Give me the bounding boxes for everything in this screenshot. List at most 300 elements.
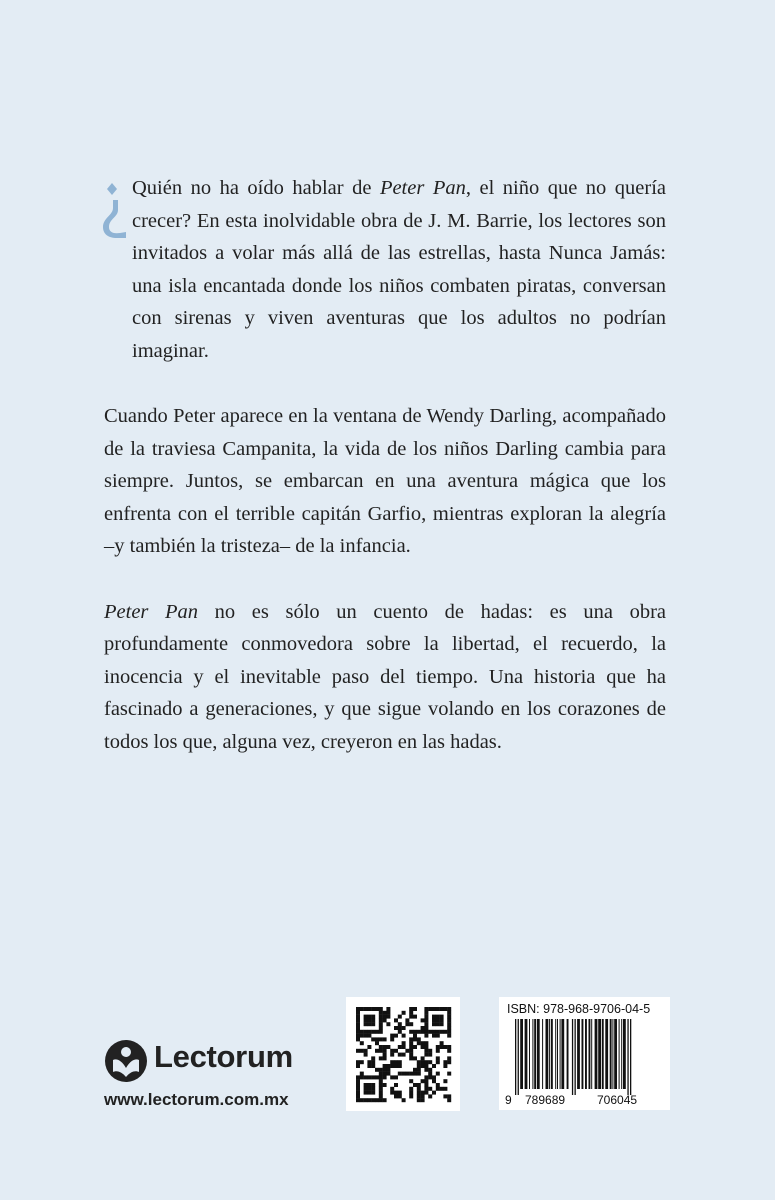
qr-module: [432, 1075, 436, 1079]
qr-module: [424, 1030, 428, 1034]
qr-module: [424, 1022, 428, 1026]
barcode-bar: [621, 1019, 622, 1089]
qr-module: [440, 1007, 444, 1011]
qr-module: [367, 1060, 371, 1064]
qr-module: [447, 1098, 451, 1102]
qr-module: [424, 1034, 428, 1038]
qr-module: [402, 1045, 406, 1049]
qr-module: [375, 1068, 379, 1072]
qr-module: [371, 1015, 375, 1019]
qr-module: [398, 1072, 402, 1076]
qr-module: [398, 1091, 402, 1095]
qr-module: [402, 1026, 406, 1030]
qr-module: [436, 1060, 440, 1064]
qr-module: [371, 1087, 375, 1091]
qr-module: [443, 1064, 447, 1068]
barcode-digit-first: 9: [505, 1093, 512, 1107]
qr-module: [440, 1015, 444, 1019]
qr-module: [424, 1064, 428, 1068]
qr-module: [447, 1007, 451, 1011]
qr-module: [390, 1091, 394, 1095]
qr-module: [394, 1060, 398, 1064]
qr-module: [379, 1018, 383, 1022]
qr-module: [371, 1056, 375, 1060]
barcode-bar: [518, 1019, 519, 1095]
qr-module: [436, 1049, 440, 1053]
qr-module: [394, 1064, 398, 1068]
isbn-barcode: [499, 997, 670, 1110]
qr-module: [413, 1068, 417, 1072]
qr-module: [421, 1026, 425, 1030]
qr-module: [447, 1034, 451, 1038]
qr-module: [409, 1094, 413, 1098]
qr-module: [356, 1022, 360, 1026]
qr-module: [383, 1064, 387, 1068]
qr-module: [371, 1030, 375, 1034]
barcode-bar: [551, 1019, 553, 1089]
qr-module: [379, 1045, 383, 1049]
qr-module: [383, 1056, 387, 1060]
qr-module: [383, 1083, 387, 1087]
qr-module: [367, 1091, 371, 1095]
lectorum-logo-icon: [104, 1039, 148, 1083]
qr-module: [394, 1049, 398, 1053]
qr-module: [367, 1087, 371, 1091]
qr-module: [379, 1056, 383, 1060]
blurb-p1-pre: Quién no ha oído hablar de: [132, 177, 380, 199]
qr-module: [428, 1030, 432, 1034]
qr-module: [428, 1072, 432, 1076]
qr-module: [424, 1060, 428, 1064]
barcode-bar: [575, 1019, 576, 1095]
qr-module: [413, 1056, 417, 1060]
back-cover-blurb: [104, 172, 666, 791]
qr-module: [447, 1026, 451, 1030]
qr-module: [367, 1030, 371, 1034]
qr-module: [356, 1037, 360, 1041]
qr-module: [443, 1045, 447, 1049]
qr-module: [409, 1015, 413, 1019]
qr-module: [386, 1068, 390, 1072]
blurb-p1-post: , el niño que no quería crecer? En esta inolvidable obra de J. M. Barrie, los lectores son invitados a volar más allá de las estrellas, hasta Nunca Jamás: una isla encantada donde los niños combaten piratas, conversan con sirenas y viven aventuras que los adultos no podrían imaginar.: [132, 177, 667, 362]
qr-module: [432, 1091, 436, 1095]
qr-module: [447, 1018, 451, 1022]
qr-module: [356, 1030, 360, 1034]
qr-module: [356, 1011, 360, 1015]
barcode-bar: [630, 1019, 631, 1095]
qr-module: [421, 1064, 425, 1068]
qr-module: [402, 1041, 406, 1045]
qr-module: [402, 1072, 406, 1076]
qr-module: [375, 1037, 379, 1041]
barcode-bar: [529, 1019, 530, 1089]
qr-module: [398, 1053, 402, 1057]
barcode-bar: [572, 1019, 573, 1095]
barcode-bar: [627, 1019, 628, 1095]
qr-module: [424, 1045, 428, 1049]
qr-module: [436, 1018, 440, 1022]
qr-module: [409, 1087, 413, 1091]
barcode-bar: [560, 1019, 561, 1089]
qr-module: [409, 1056, 413, 1060]
blurb-paragraph-1: [104, 172, 666, 367]
barcode-bar: [532, 1019, 533, 1089]
qr-module: [447, 1030, 451, 1034]
qr-module: [413, 1030, 417, 1034]
qr-module: [390, 1087, 394, 1091]
qr-module: [379, 1091, 383, 1095]
qr-module: [379, 1079, 383, 1083]
qr-module: [402, 1034, 406, 1038]
qr-module: [360, 1030, 364, 1034]
qr-module: [428, 1053, 432, 1057]
qr-module: [409, 1022, 413, 1026]
qr-module: [383, 1098, 387, 1102]
qr-module: [386, 1064, 390, 1068]
qr-module: [432, 1018, 436, 1022]
qr-module: [371, 1091, 375, 1095]
qr-module: [364, 1091, 368, 1095]
qr-module: [421, 1018, 425, 1022]
qr-module: [383, 1045, 387, 1049]
barcode-bar: [546, 1019, 549, 1089]
qr-module: [413, 1045, 417, 1049]
qr-module: [398, 1060, 402, 1064]
qr-module: [390, 1060, 394, 1064]
barcode-bar: [555, 1019, 556, 1089]
qr-module: [390, 1064, 394, 1068]
qr-module: [394, 1075, 398, 1079]
qr-module: [375, 1049, 379, 1053]
qr-module: [375, 1030, 379, 1034]
qr-module: [383, 1049, 387, 1053]
qr-module: [447, 1094, 451, 1098]
qr-module: [417, 1091, 421, 1095]
qr-module: [417, 1041, 421, 1045]
qr-module: [356, 1087, 360, 1091]
qr-module: [367, 1015, 371, 1019]
qr-module: [364, 1098, 368, 1102]
qr-module: [386, 1045, 390, 1049]
qr-module: [409, 1007, 413, 1011]
barcode-bar: [561, 1019, 564, 1089]
qr-module: [398, 1030, 402, 1034]
qr-module: [360, 1007, 364, 1011]
qr-module: [421, 1041, 425, 1045]
qr-module: [371, 1064, 375, 1068]
qr-module: [436, 1022, 440, 1026]
qr-module: [447, 1045, 451, 1049]
barcode-bar: [525, 1019, 528, 1089]
blurb-paragraph-3: [104, 596, 666, 759]
qr-module: [364, 1053, 368, 1057]
qr-module: [398, 1026, 402, 1030]
qr-module: [440, 1022, 444, 1026]
qr-module: [394, 1034, 398, 1038]
qr-module: [371, 1060, 375, 1064]
barcode-bar: [585, 1019, 587, 1089]
qr-module: [379, 1094, 383, 1098]
qr-module: [409, 1041, 413, 1045]
qr-module: [375, 1007, 379, 1011]
qr-module: [421, 1030, 425, 1034]
qr-module: [356, 1060, 360, 1064]
qr-module: [356, 1026, 360, 1030]
qr-module: [421, 1079, 425, 1083]
barcode-bar: [614, 1019, 617, 1089]
qr-module: [424, 1053, 428, 1057]
qr-module: [402, 1053, 406, 1057]
qr-module: [432, 1015, 436, 1019]
qr-module: [447, 1015, 451, 1019]
qr-module: [390, 1037, 394, 1041]
qr-module: [440, 1041, 444, 1045]
qr-module: [436, 1034, 440, 1038]
qr-module: [379, 1007, 383, 1011]
qr-module: [424, 1091, 428, 1095]
qr-module: [383, 1053, 387, 1057]
qr-module: [409, 1011, 413, 1015]
qr-module: [417, 1083, 421, 1087]
qr-module: [409, 1079, 413, 1083]
qr-module: [364, 1018, 368, 1022]
qr-module: [379, 1083, 383, 1087]
qr-module: [390, 1049, 394, 1053]
qr-module: [360, 1060, 364, 1064]
qr-module: [428, 1007, 432, 1011]
qr-module: [447, 1022, 451, 1026]
qr-module: [417, 1068, 421, 1072]
qr-module: [421, 1098, 425, 1102]
barcode-bar: [534, 1019, 536, 1089]
qr-module: [379, 1011, 383, 1015]
barcode-bar: [605, 1019, 608, 1089]
qr-module: [364, 1075, 368, 1079]
qr-module: [367, 1098, 371, 1102]
qr-module: [364, 1034, 368, 1038]
qr-module: [447, 1056, 451, 1060]
qr-module: [383, 1018, 387, 1022]
qr-module: [421, 1045, 425, 1049]
barcode-bar: [520, 1019, 523, 1089]
qr-module: [379, 1049, 383, 1053]
barcode-bar: [591, 1019, 592, 1089]
qr-module: [409, 1037, 413, 1041]
qr-module: [356, 1049, 360, 1053]
qr-module: [356, 1018, 360, 1022]
qr-module: [436, 1030, 440, 1034]
qr-module: [417, 1030, 421, 1034]
qr-module: [356, 1083, 360, 1087]
qr-module: [421, 1094, 425, 1098]
barcode-bar: [542, 1019, 543, 1089]
qr-module: [424, 1083, 428, 1087]
qr-module: [394, 1091, 398, 1095]
barcode-bar: [577, 1019, 580, 1089]
qr-module: [436, 1056, 440, 1060]
barcode-bar: [612, 1019, 613, 1089]
qr-module: [413, 1007, 417, 1011]
qr-module: [371, 1037, 375, 1041]
qr-module: [428, 1068, 432, 1072]
qr-module: [436, 1045, 440, 1049]
qr-module: [367, 1083, 371, 1087]
qr-module: [436, 1087, 440, 1091]
barcode-bar: [537, 1019, 540, 1089]
qr-module: [409, 1091, 413, 1095]
qr-module: [360, 1075, 364, 1079]
qr-module: [371, 1083, 375, 1087]
qr-module: [447, 1011, 451, 1015]
qr-module: [409, 1072, 413, 1076]
qr-module: [356, 1091, 360, 1095]
qr-module: [371, 1075, 375, 1079]
qr-module: [417, 1087, 421, 1091]
qr-module: [424, 1018, 428, 1022]
qr-module: [356, 1098, 360, 1102]
qr-module: [424, 1026, 428, 1030]
qr-module: [398, 1015, 402, 1019]
qr-code-icon: [346, 997, 460, 1111]
qr-module: [409, 1053, 413, 1057]
qr-module: [432, 1030, 436, 1034]
qr-module: [367, 1034, 371, 1038]
publisher-url[interactable]: www.lectorum.com.mx: [104, 1090, 289, 1109]
publisher-logo: [104, 1037, 314, 1085]
qr-module: [379, 1026, 383, 1030]
qr-module: [447, 1049, 451, 1053]
qr-module: [364, 1030, 368, 1034]
qr-module: [398, 1064, 402, 1068]
qr-module: [360, 1072, 364, 1076]
qr-module: [375, 1098, 379, 1102]
qr-module: [379, 1075, 383, 1079]
qr-module: [383, 1011, 387, 1015]
qr-module: [428, 1094, 432, 1098]
qr-module: [447, 1072, 451, 1076]
barcode-digits-left: 789689: [525, 1093, 566, 1107]
qr-module: [356, 1064, 360, 1068]
qr-module: [360, 1041, 364, 1045]
barcode-icon: [503, 1019, 666, 1095]
barcode-bar: [582, 1019, 584, 1089]
qr-module: [421, 1060, 425, 1064]
qr-module: [405, 1018, 409, 1022]
qr-module: [417, 1037, 421, 1041]
qr-module: [364, 1007, 368, 1011]
qr-module: [367, 1022, 371, 1026]
qr-module: [440, 1087, 444, 1091]
qr-module: [432, 1064, 436, 1068]
qr-module: [417, 1072, 421, 1076]
qr-module: [356, 1015, 360, 1019]
qr-module: [409, 1045, 413, 1049]
qr-module: [402, 1098, 406, 1102]
qr-module: [356, 1007, 360, 1011]
barcode-digits-right: 706045: [597, 1093, 638, 1107]
barcode-bar: [549, 1019, 550, 1089]
qr-module: [432, 1007, 436, 1011]
qr-code[interactable]: [346, 997, 460, 1111]
qr-module: [364, 1087, 368, 1091]
qr-module: [375, 1041, 379, 1045]
barcode-bar: [610, 1019, 612, 1089]
blurb-p3-title: Peter Pan: [104, 600, 199, 623]
qr-module: [428, 1060, 432, 1064]
barcode-bar: [557, 1019, 558, 1089]
qr-module: [356, 1034, 360, 1038]
qr-module: [424, 1011, 428, 1015]
qr-module: [394, 1026, 398, 1030]
qr-module: [379, 1072, 383, 1076]
qr-module: [409, 1049, 413, 1053]
qr-module: [383, 1072, 387, 1076]
qr-module: [443, 1094, 447, 1098]
qr-module: [356, 1079, 360, 1083]
qr-module: [367, 1018, 371, 1022]
publisher-name: Lectorum: [154, 1039, 293, 1074]
qr-module: [360, 1049, 364, 1053]
drop-cap-question-mark-icon: [100, 178, 130, 238]
qr-module: [394, 1018, 398, 1022]
qr-module: [383, 1037, 387, 1041]
qr-module: [424, 1068, 428, 1072]
qr-module: [413, 1015, 417, 1019]
barcode-bar: [598, 1019, 601, 1089]
qr-module: [398, 1022, 402, 1026]
qr-module: [432, 1079, 436, 1083]
qr-module: [386, 1015, 390, 1019]
barcode-bar: [619, 1019, 620, 1089]
qr-module: [428, 1087, 432, 1091]
qr-module: [413, 1034, 417, 1038]
qr-module: [375, 1075, 379, 1079]
qr-module: [386, 1011, 390, 1015]
qr-module: [364, 1015, 368, 1019]
qr-module: [417, 1098, 421, 1102]
barcode-bar: [515, 1019, 516, 1095]
qr-module: [436, 1072, 440, 1076]
qr-module: [436, 1083, 440, 1087]
qr-module: [398, 1045, 402, 1049]
qr-module: [394, 1083, 398, 1087]
qr-module: [364, 1083, 368, 1087]
qr-module: [364, 1049, 368, 1053]
qr-module: [371, 1022, 375, 1026]
qr-module: [405, 1072, 409, 1076]
qr-module: [383, 1068, 387, 1072]
qr-module: [424, 1007, 428, 1011]
qr-module: [356, 1094, 360, 1098]
qr-module: [436, 1015, 440, 1019]
barcode-bar: [595, 1019, 598, 1089]
qr-module: [390, 1053, 394, 1057]
qr-module: [379, 1030, 383, 1034]
qr-module: [424, 1041, 428, 1045]
qr-module: [421, 1091, 425, 1095]
qr-module: [424, 1075, 428, 1079]
qr-module: [428, 1075, 432, 1079]
qr-module: [379, 1015, 383, 1019]
qr-module: [379, 1022, 383, 1026]
qr-module: [371, 1018, 375, 1022]
blurb-paragraph-2: Cuando Peter aparece en la ventana de Wendy Darling, acompañado de la traviesa Campanita, la vida de los niños Darling cambia para siempre. Juntos, se embarcan en una aventura mágica que los enfrenta con el terrible capitán Garfio, mientras exploran la alegría –y también la tristeza– de la infancia.: [104, 405, 666, 557]
qr-module: [443, 1087, 447, 1091]
qr-module: [394, 1094, 398, 1098]
qr-module: [383, 1015, 387, 1019]
barcode-bar: [602, 1019, 604, 1089]
qr-module: [440, 1045, 444, 1049]
